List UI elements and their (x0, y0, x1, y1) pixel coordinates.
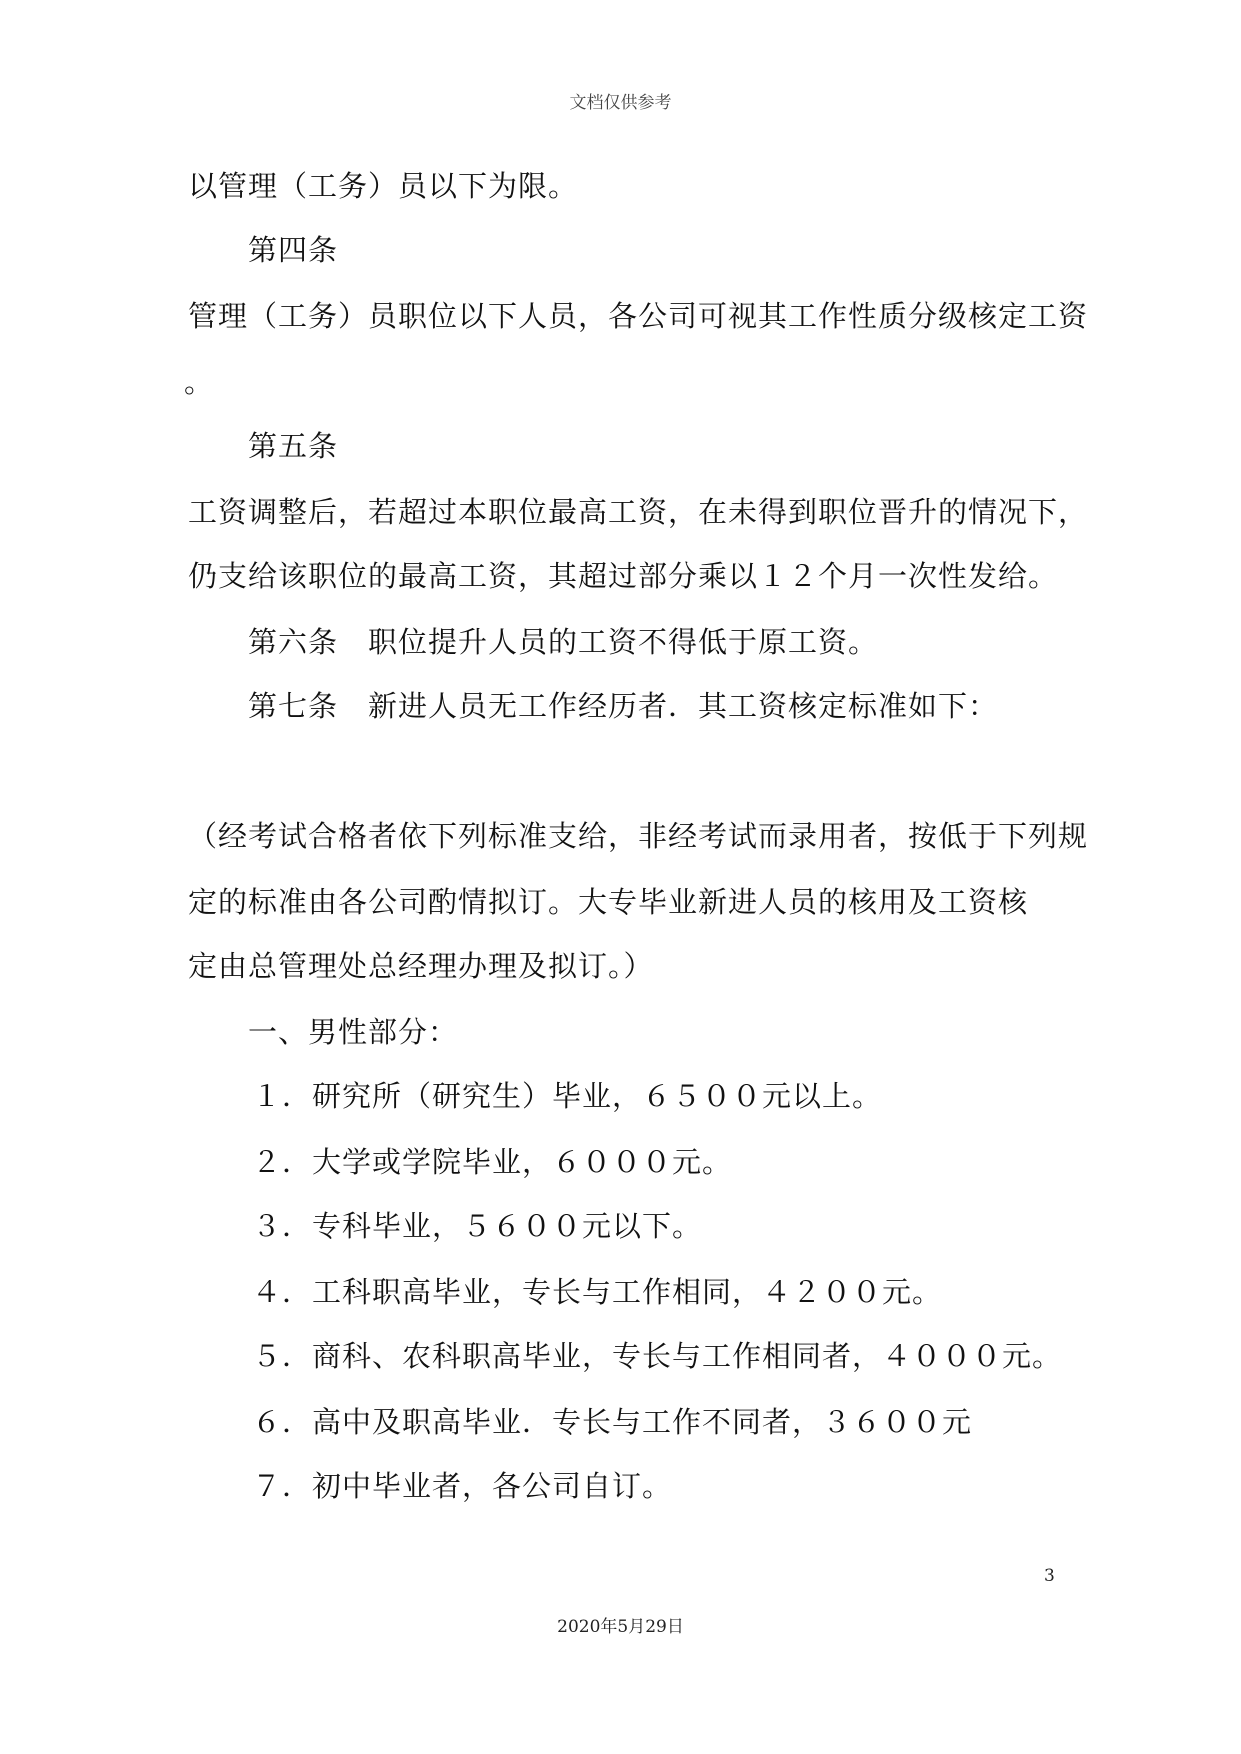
list-item: ４．工科职高毕业，专长与工作相同，４２００元。 (252, 1275, 943, 1309)
paragraph-line: 工资调整后，若超过本职位最高工资，在未得到职位晋升的情况下， (188, 495, 1089, 529)
page-header: 文档仅供参考 (569, 93, 672, 113)
paragraph-line: 管理（工务）员职位以下人员，各公司可视其工作性质分级核定工资 (188, 299, 1089, 333)
list-item: ３．专科毕业，５６００元以下。 (252, 1209, 703, 1243)
list-item: １．研究所（研究生）毕业，６５００元以上。 (252, 1079, 883, 1113)
article-6-line: 第六条 职位提升人员的工资不得低于原工资。 (248, 625, 879, 659)
list-item: ５．商科、农科职高毕业，专长与工作相同者，４０００元。 (252, 1339, 1063, 1373)
paragraph-line: （经考试合格者依下列标准支给，非经考试而录用者，按低于下列规 (188, 819, 1089, 853)
article-heading-4: 第四条 (248, 233, 339, 267)
list-item: ７．初中毕业者，各公司自订。 (252, 1469, 673, 1503)
article-heading-5: 第五条 (248, 429, 339, 463)
paragraph-line: 仍支给该职位的最高工资，其超过部分乘以１２个月一次性发给。 (188, 559, 1059, 593)
paragraph-line: 以管理（工务）员以下为限。 (188, 169, 579, 203)
paragraph-line: 定由总管理处总经理办理及拟订。） (188, 949, 654, 983)
paragraph-line: 。 (184, 365, 215, 399)
footer-date: 2020年5月29日 (557, 1617, 684, 1637)
list-item: ２．大学或学院毕业，６０００元。 (252, 1145, 733, 1179)
paragraph-line: 定的标准由各公司酌情拟订。大专毕业新进人员的核用及工资核 (188, 885, 1029, 919)
list-item: ６．高中及职高毕业．专长与工作不同者，３６００元 (252, 1405, 973, 1439)
section-heading-male: 一、男性部分： (248, 1015, 459, 1049)
page-number: 3 (1044, 1566, 1055, 1586)
article-7-line: 第七条 新进人员无工作经历者．其工资核定标准如下： (248, 689, 999, 723)
